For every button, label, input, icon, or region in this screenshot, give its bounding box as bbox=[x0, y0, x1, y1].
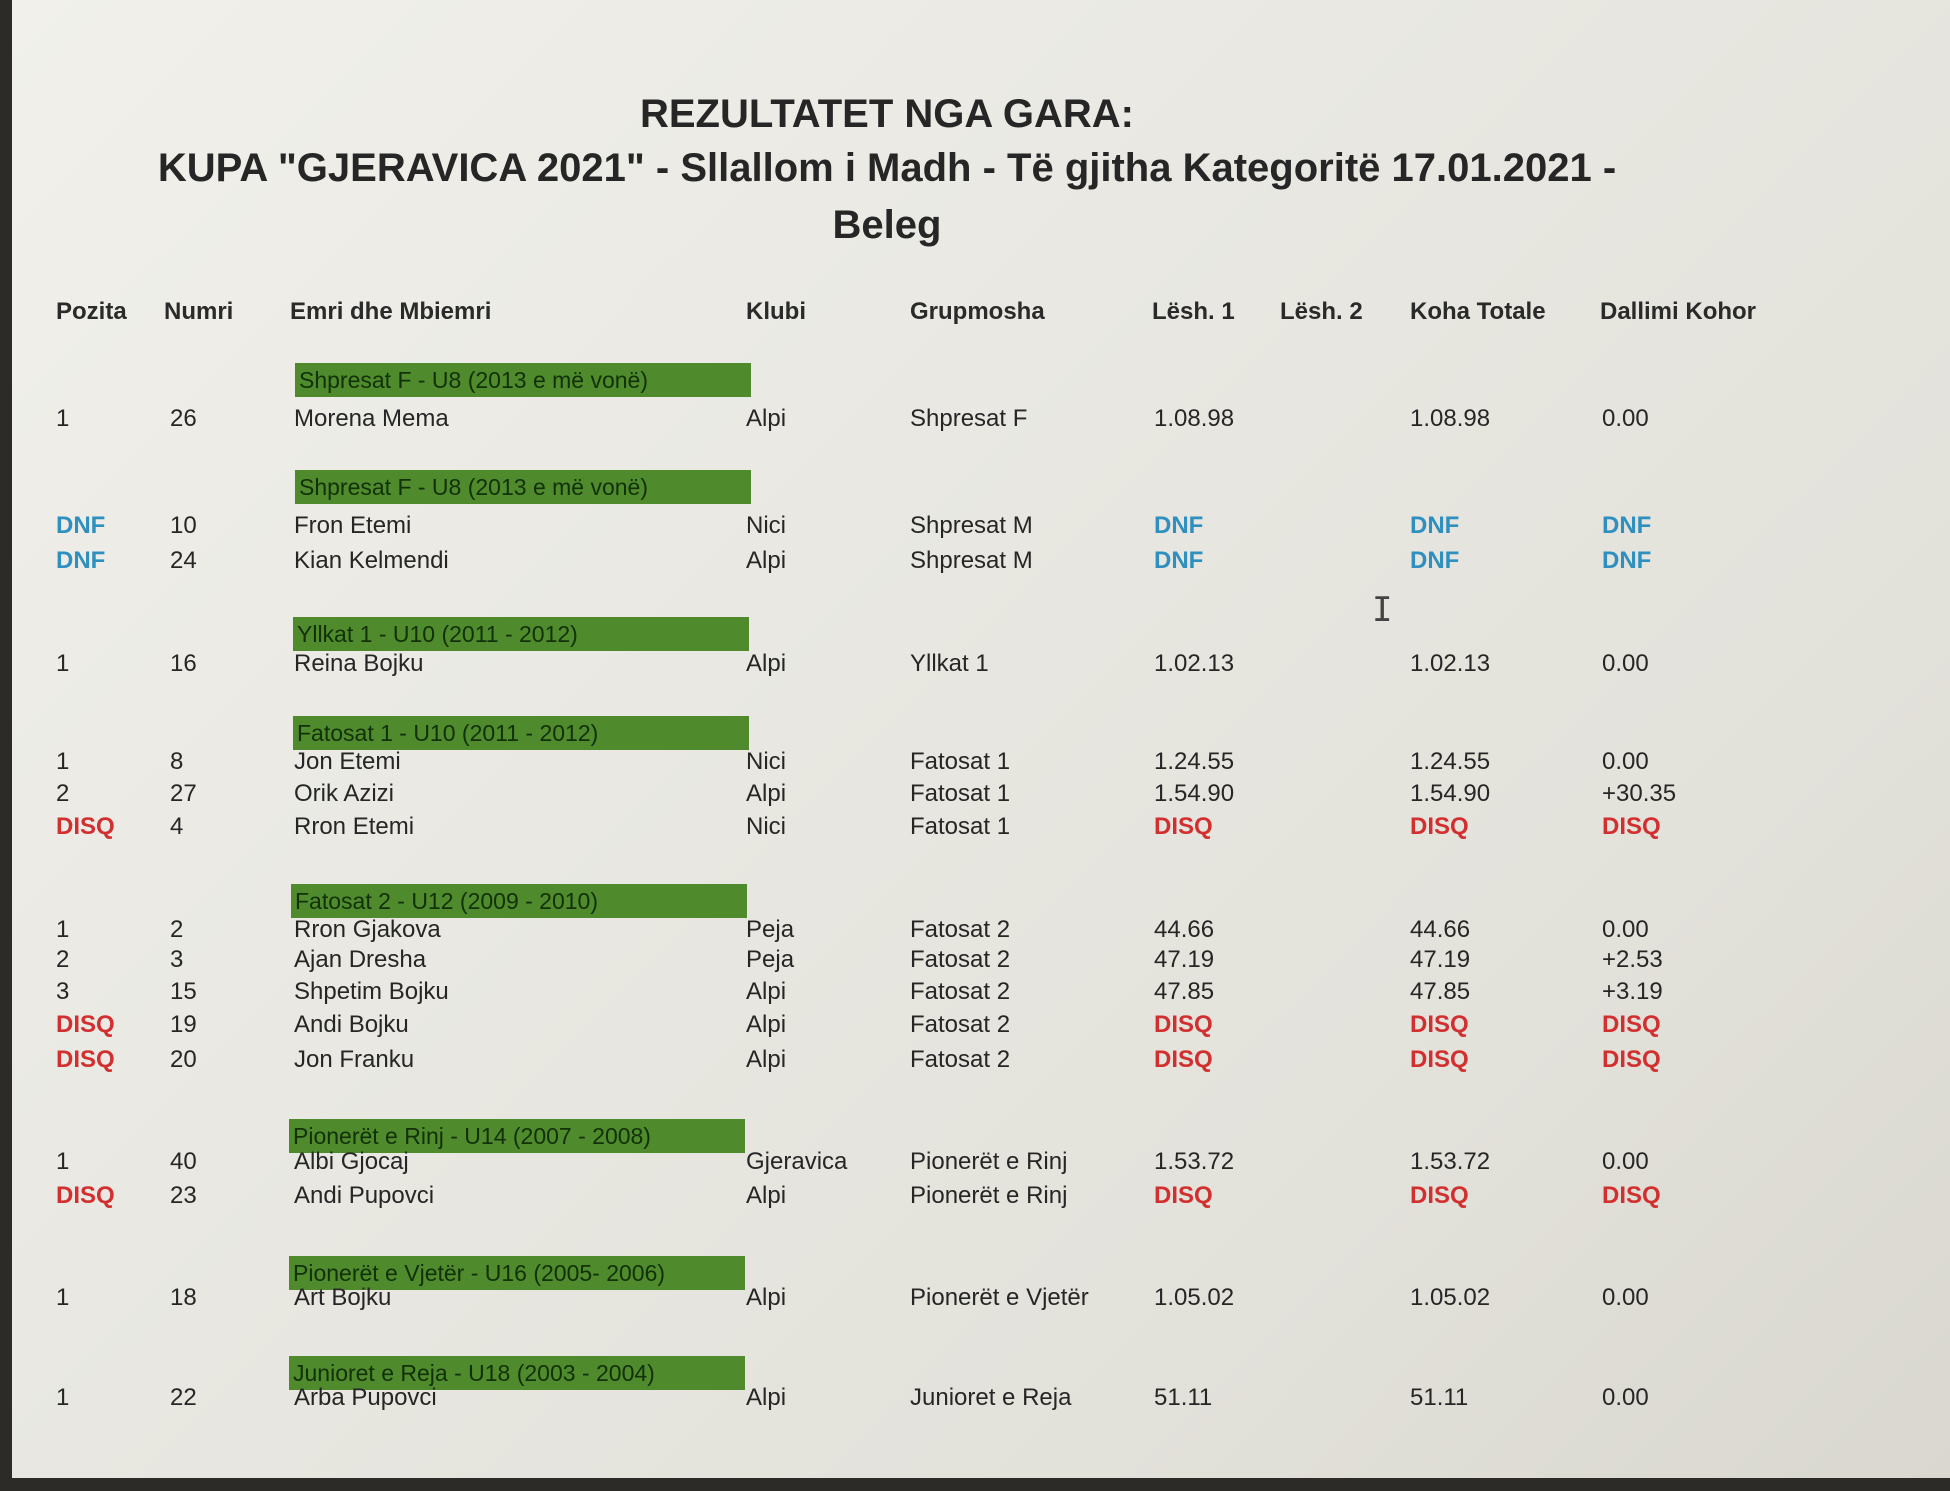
cell-lesh1: 1.08.98 bbox=[1154, 405, 1235, 432]
cell-klubi: Alpi bbox=[746, 1182, 787, 1209]
cell-grupmosha: Shpresat F bbox=[910, 405, 1028, 432]
cell-koha-totale: DNF bbox=[1410, 547, 1460, 574]
title-line-3: Beleg bbox=[832, 203, 942, 247]
cell-emri: Andi Pupovci bbox=[294, 1182, 435, 1209]
cell-grupmosha: Fatosat 2 bbox=[910, 978, 1011, 1005]
header-koha-totale: Koha Totale bbox=[1410, 298, 1546, 325]
cell-emri: Jon Franku bbox=[294, 1046, 415, 1073]
cell-klubi: Alpi bbox=[746, 1284, 787, 1311]
header-lesh1: Lësh. 1 bbox=[1152, 298, 1235, 325]
cell-lesh1: 1.05.02 bbox=[1154, 1284, 1235, 1311]
cell-numri: 18 bbox=[170, 1284, 197, 1311]
cell-pozita: 3 bbox=[56, 978, 70, 1005]
cell-emri: Fron Etemi bbox=[294, 512, 412, 539]
cell-dallimi-kohor: 0.00 bbox=[1602, 1148, 1649, 1175]
cell-pozita: 1 bbox=[56, 1384, 70, 1411]
cell-koha-totale: DISQ bbox=[1410, 1011, 1469, 1038]
cell-koha-totale: 1.54.90 bbox=[1410, 780, 1491, 807]
cell-koha-totale: DNF bbox=[1410, 512, 1460, 539]
cell-dallimi-kohor: +2.53 bbox=[1602, 946, 1663, 973]
header-pozita: Pozita bbox=[56, 298, 127, 325]
group-header: Yllkat 1 - U10 (2011 - 2012) bbox=[293, 617, 749, 651]
cell-koha-totale: DISQ bbox=[1410, 1046, 1469, 1073]
cell-klubi: Alpi bbox=[746, 780, 787, 807]
cell-dallimi-kohor: DNF bbox=[1602, 512, 1652, 539]
header-emri: Emri dhe Mbiemri bbox=[290, 298, 492, 325]
cell-lesh1: DISQ bbox=[1154, 813, 1213, 840]
cell-lesh1: 47.19 bbox=[1154, 946, 1215, 973]
cell-koha-totale: 47.85 bbox=[1410, 978, 1471, 1005]
cell-pozita: 2 bbox=[56, 780, 70, 807]
cell-emri: Morena Mema bbox=[294, 405, 449, 432]
cell-dallimi-kohor: 0.00 bbox=[1602, 916, 1649, 943]
cell-lesh1: 51.11 bbox=[1154, 1384, 1213, 1411]
cell-dallimi-kohor: DISQ bbox=[1602, 1011, 1661, 1038]
cell-emri: Andi Bojku bbox=[294, 1011, 409, 1038]
cell-lesh1: DISQ bbox=[1154, 1011, 1213, 1038]
cell-emri: Rron Gjakova bbox=[294, 916, 441, 943]
cell-numri: 27 bbox=[170, 780, 197, 807]
cell-numri: 3 bbox=[170, 946, 184, 973]
cell-emri: Shpetim Bojku bbox=[294, 978, 449, 1005]
cell-numri: 15 bbox=[170, 978, 197, 1005]
cell-klubi: Alpi bbox=[746, 1011, 787, 1038]
header-lesh2: Lësh. 2 bbox=[1280, 298, 1363, 325]
title-line-1: REZULTATET NGA GARA: bbox=[639, 92, 1134, 136]
cell-lesh1: DISQ bbox=[1154, 1182, 1213, 1209]
cell-koha-totale: 47.19 bbox=[1410, 946, 1471, 973]
cell-dallimi-kohor: 0.00 bbox=[1602, 748, 1649, 775]
header-numri: Numri bbox=[164, 298, 234, 325]
cell-koha-totale: 1.08.98 bbox=[1410, 405, 1491, 432]
title-line-2: KUPA "GJERAVICA 2021" - Sllallom i Madh - Të gjitha Kategoritë 17.01.2021 - bbox=[157, 146, 1617, 190]
cell-koha-totale: DISQ bbox=[1410, 1182, 1469, 1209]
cell-lesh1: 1.54.90 bbox=[1154, 780, 1235, 807]
cell-numri: 40 bbox=[170, 1148, 197, 1175]
cell-klubi: Nici bbox=[746, 748, 786, 775]
header-dallimi-kohor: Dallimi Kohor bbox=[1600, 298, 1757, 325]
cell-lesh1: 44.66 bbox=[1154, 916, 1215, 943]
cell-pozita: DISQ bbox=[56, 1046, 115, 1073]
cell-pozita: 1 bbox=[56, 748, 70, 775]
cell-koha-totale: 1.05.02 bbox=[1410, 1284, 1491, 1311]
cell-numri: 4 bbox=[170, 813, 184, 840]
cell-emri: Orik Azizi bbox=[294, 780, 395, 807]
cell-grupmosha: Fatosat 1 bbox=[910, 813, 1011, 840]
header-klubi: Klubi bbox=[746, 298, 806, 325]
cell-klubi: Alpi bbox=[746, 1384, 787, 1411]
cell-grupmosha: Shpresat M bbox=[910, 512, 1033, 539]
cell-pozita: 1 bbox=[56, 916, 70, 943]
cell-emri: Ajan Dresha bbox=[294, 946, 427, 973]
cell-klubi: Nici bbox=[746, 813, 786, 840]
cell-numri: 24 bbox=[170, 547, 197, 574]
group-header: Fatosat 1 - U10 (2011 - 2012) bbox=[293, 716, 749, 750]
cell-pozita: 1 bbox=[56, 1284, 70, 1311]
cell-grupmosha: Fatosat 2 bbox=[910, 946, 1011, 973]
cell-lesh1: DNF bbox=[1154, 512, 1204, 539]
cell-pozita: 1 bbox=[56, 405, 70, 432]
cell-numri: 23 bbox=[170, 1182, 197, 1209]
group-header: Shpresat F - U8 (2013 e më vonë) bbox=[295, 363, 751, 397]
cell-klubi: Alpi bbox=[746, 547, 787, 574]
cell-numri: 20 bbox=[170, 1046, 197, 1073]
cell-pozita: 1 bbox=[56, 650, 70, 677]
cell-grupmosha: Fatosat 2 bbox=[910, 916, 1011, 943]
cell-klubi: Alpi bbox=[746, 978, 787, 1005]
cell-emri: Albi Gjocaj bbox=[294, 1148, 409, 1175]
cell-emri: Arba Pupovci bbox=[294, 1384, 437, 1411]
cell-numri: 26 bbox=[170, 405, 197, 432]
cell-numri: 22 bbox=[170, 1384, 197, 1411]
cell-dallimi-kohor: +3.19 bbox=[1602, 978, 1663, 1005]
cell-numri: 10 bbox=[170, 512, 197, 539]
group-header: Fatosat 2 - U12 (2009 - 2010) bbox=[291, 884, 747, 918]
cell-dallimi-kohor: +30.35 bbox=[1602, 780, 1677, 807]
cell-koha-totale: 1.24.55 bbox=[1410, 748, 1491, 775]
cell-koha-totale: 44.66 bbox=[1410, 916, 1471, 943]
cell-pozita: DISQ bbox=[56, 1011, 115, 1038]
cell-numri: 2 bbox=[170, 916, 184, 943]
cell-klubi: Alpi bbox=[746, 1046, 787, 1073]
cell-lesh1: 47.85 bbox=[1154, 978, 1215, 1005]
cell-grupmosha: Fatosat 1 bbox=[910, 748, 1011, 775]
cell-grupmosha: Pionerët e Vjetër bbox=[910, 1284, 1089, 1311]
cell-dallimi-kohor: 0.00 bbox=[1602, 1284, 1649, 1311]
cell-grupmosha: Shpresat M bbox=[910, 547, 1033, 574]
cell-pozita: DNF bbox=[56, 512, 106, 539]
group-header: Pionerët e Vjetër - U16 (2005- 2006) bbox=[289, 1256, 745, 1290]
cell-pozita: 1 bbox=[56, 1148, 70, 1175]
cell-numri: 16 bbox=[170, 650, 197, 677]
cell-koha-totale: 51.11 bbox=[1410, 1384, 1469, 1411]
cell-lesh1: 1.53.72 bbox=[1154, 1148, 1235, 1175]
group-header: Pionerët e Rinj - U14 (2007 - 2008) bbox=[289, 1119, 745, 1153]
cell-emri: Kian Kelmendi bbox=[294, 547, 449, 574]
cell-lesh1: 1.24.55 bbox=[1154, 748, 1235, 775]
cell-klubi: Nici bbox=[746, 512, 786, 539]
header-grupmosha: Grupmosha bbox=[910, 298, 1045, 325]
cell-grupmosha: Pionerët e Rinj bbox=[910, 1182, 1068, 1209]
cell-pozita: DISQ bbox=[56, 813, 115, 840]
cell-lesh1: DNF bbox=[1154, 547, 1204, 574]
cell-klubi: Peja bbox=[746, 916, 795, 943]
cell-lesh1: 1.02.13 bbox=[1154, 650, 1235, 677]
cell-klubi: Gjeravica bbox=[746, 1148, 848, 1175]
cell-grupmosha: Fatosat 2 bbox=[910, 1046, 1011, 1073]
cell-emri: Rron Etemi bbox=[294, 813, 415, 840]
group-header: Junioret e Reja - U18 (2003 - 2004) bbox=[289, 1356, 745, 1390]
cell-pozita: 2 bbox=[56, 946, 70, 973]
cell-dallimi-kohor: DISQ bbox=[1602, 1046, 1661, 1073]
text-cursor-icon: I bbox=[1372, 590, 1393, 630]
cell-grupmosha: Fatosat 1 bbox=[910, 780, 1011, 807]
monitor-bezel bbox=[0, 1478, 1950, 1491]
cell-dallimi-kohor: 0.00 bbox=[1602, 1384, 1649, 1411]
cell-dallimi-kohor: DISQ bbox=[1602, 813, 1661, 840]
cell-lesh1: DISQ bbox=[1154, 1046, 1213, 1073]
cell-pozita: DNF bbox=[56, 547, 106, 574]
group-header: Shpresat F - U8 (2013 e më vonë) bbox=[295, 470, 751, 504]
cell-klubi: Peja bbox=[746, 946, 795, 973]
cell-pozita: DISQ bbox=[56, 1182, 115, 1209]
cell-numri: 19 bbox=[170, 1011, 197, 1038]
cell-klubi: Alpi bbox=[746, 650, 787, 677]
cell-dallimi-kohor: DISQ bbox=[1602, 1182, 1661, 1209]
cell-koha-totale: 1.02.13 bbox=[1410, 650, 1491, 677]
cell-grupmosha: Junioret e Reja bbox=[910, 1384, 1072, 1411]
cell-dallimi-kohor: 0.00 bbox=[1602, 405, 1649, 432]
cell-emri: Art Bojku bbox=[294, 1284, 392, 1311]
cell-grupmosha: Pionerët e Rinj bbox=[910, 1148, 1068, 1175]
cell-emri: Reina Bojku bbox=[294, 650, 424, 677]
cell-grupmosha: Yllkat 1 bbox=[910, 650, 989, 677]
cell-dallimi-kohor: 0.00 bbox=[1602, 650, 1649, 677]
cell-klubi: Alpi bbox=[746, 405, 787, 432]
cell-dallimi-kohor: DNF bbox=[1602, 547, 1652, 574]
cell-koha-totale: DISQ bbox=[1410, 813, 1469, 840]
cell-koha-totale: 1.53.72 bbox=[1410, 1148, 1491, 1175]
cell-numri: 8 bbox=[170, 748, 184, 775]
cell-grupmosha: Fatosat 2 bbox=[910, 1011, 1011, 1038]
monitor-screen bbox=[12, 0, 1950, 1478]
cell-emri: Jon Etemi bbox=[294, 748, 401, 775]
